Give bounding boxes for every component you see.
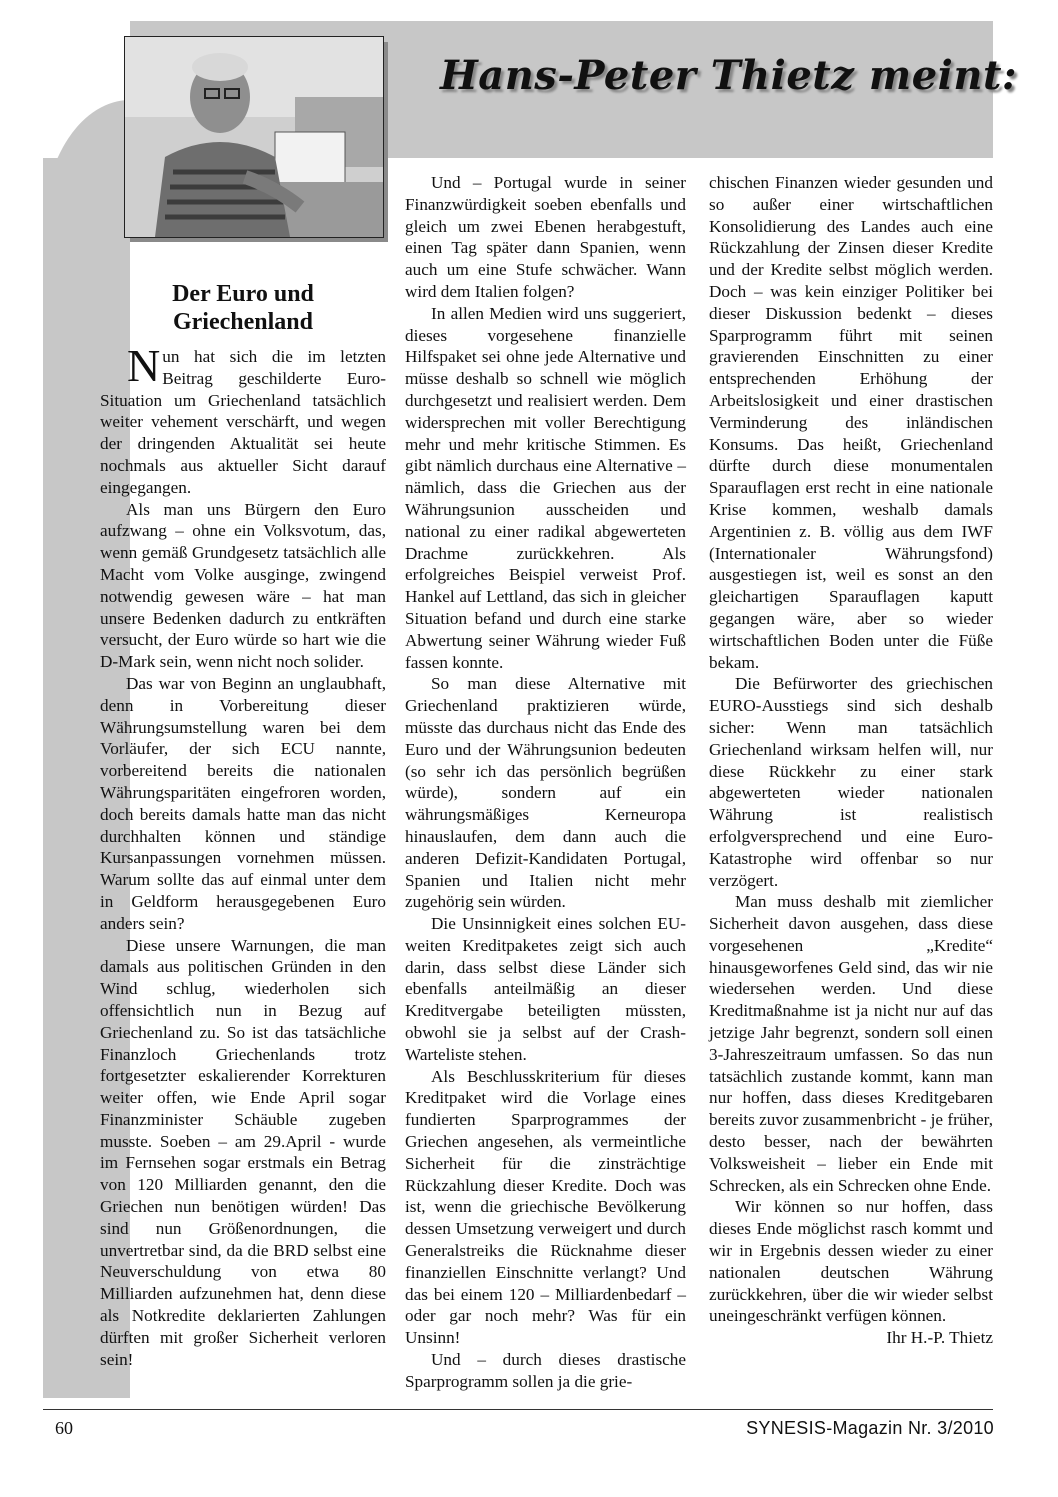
article-column-1 <box>100 280 386 1370</box>
paragraph: In allen Medien wird uns suggeriert, dieses vorgesehene finanzielle Hilfspaket sei ohne jede Alternative und müsse deshalb so schnell wie möglich durchgesetzt und realisiert werden. Dem widersprechen mit voller Berechtigung mehr und mehr kritische Stimmen. Es gibt nämlich durchaus eine Alternative – nämlich, dass die Griechen aus der Währungsunion ausscheiden und national zu einer radikal abgewerteten Drachme zurückkehren. Als erfolgreiches Beispiel verweist Prof. Hankel auf Lettland, das sich in gleicher Situation befand und durch eine starke Abwertung seiner Währung wieder Fuß fassen konnte. <box>405 303 686 672</box>
paragraph-text: un hat sich die im letzten Beitrag geschilderte Euro-Situation um Griechenland tatsächlich weiter vehement verschärft, und wegen der dringenden Aktualität sei heute nochmals aus aktueller Sicht darauf eingegangen. <box>100 347 386 497</box>
magazine-name: SYNESIS-Magazin Nr. 3/2010 <box>746 1418 994 1438</box>
paragraph: Das war von Beginn an unglaubhaft, denn in Vorbereitung dieser Währungsumstellung waren bei dem Vorläufer, der sich ECU nannte, vorbereitend bereits die nationalen Währungsparitäten eingefroren worden, doch bereits damals hatte man das nicht durchhalten können und ständige Kursanpassungen vornehmen müssen. Warum sollte das auf einmal unter dem in Geldform herausgegebenen Euro anders sein? <box>100 673 386 933</box>
author-signature: Ihr H.-P. Thietz <box>886 1328 993 1348</box>
page-number: 60 <box>55 1418 73 1438</box>
paragraph: So man diese Alternative mit Griechenland praktizieren würde, müsste das durchaus nicht das Ende des Euro und der Währungsunion bedeuten (so sehr ich das persönlich begrüßen würde), sondern auf ein währungsmäßiges Kerneuropa hinauslaufen, dem dann auch die anderen Defizit-Kandidaten Portugal, Spanien und Italien nicht mehr zugehörig sein würden. <box>405 674 686 912</box>
paragraph: Die Unsinnigkeit eines solchen EU-weiten Kreditpaketes zeigt sich auch darin, dass selbst diese Länder sich ebenfalls anteilmäßig an dieser Kreditvergabe beteiligten müssten, obwohl sie ja selbst auf der Crash-Warteliste stehen. <box>405 914 686 1064</box>
paragraph: Als man uns Bürgern den Euro aufzwang – ohne ein Volksvotum, das, wenn gemäß Grundgesetz tatsächlich alle Macht vom Volke ausginge, zwingend notwendig gewesen wäre – hat man unsere Bedenken dadurch zu entkräften versucht, der Euro würde so hart wie die D-Mark sein, wenn nicht noch solider. <box>100 499 386 672</box>
paragraph: chischen Finanzen wieder gesunden und so außer einer wirtschaftlichen Konsolidierung des Landes auch eine Rückzahlung der Zinsen dieser Kredite und der Kredite selbst möglich werden. Doch – was kein einziger Politiker bei dieser Diskussion bedenkt – dieses Sparprogramm führt mit seinen gravierenden Einschnitten zu einer entsprechenden Erhöhung der Arbeitslosigkeit und einer drastischen Verminderung des inländischen Konsums. Das heißt, Griechenland dürfte durch diese monumentalen Sparauflagen erst recht in eine nationale Krise kommen, weshalb damals Argentinien z. B. völlig aus dem IWF (Internationaler Währungsfond) ausgestiegen ist, weil es sonst an den gleichartigen Sparauflagen kaputt gegangen wäre, aber so wieder wirtschaftlichen Boden unter die Füße bekam. <box>709 173 993 672</box>
article-title-line-2: Griechenland <box>172 309 313 335</box>
author-photo-illustration <box>125 37 383 237</box>
paragraph: Und – Portugal wurde in seiner Finanzwürdigkeit soeben ebenfalls und gleich um zwei Ebenen herabgestuft, einen Tag später dann Spanien, wenn auch um eine Stufe schwächer. Wann wird dem Italien folgen? <box>405 173 686 301</box>
paragraph: Als Beschlusskriterium für dieses Kreditpaket wird die Vorlage eines fundierten Sparprogrammes der Griechen angesehen, als vermeintliche Sicherheit für die zinsträchtige Rückzahlung dieser Kredite. Doch was ist, wenn die griechische Bevölkerung dessen Umsetzung verweigert und durch Generalstreiks die Rücknahme dieser finanziellen Einschnitte verlangt? Und das bei einem 120 – Milliardenbedarf – oder gar noch mehr? Was für ein Unsinn! <box>405 1066 686 1348</box>
article-title <box>100 280 386 336</box>
author-photo <box>124 36 384 238</box>
paragraph: Diese unsere Warnungen, die man damals aus politischen Gründen in den Wind schlug, wiederholen sich offensichtlich nun in Bezug auf Griechenland zu. So ist das tatsächliche Finanzloch Griechenlands trotz fortgesetzter eskalierender Korrekturen weiter offen, wie Ende April sogar Finanzminister Schäuble zugeben musste. Soeben – am 29.April - wurde im Fernsehen sogar erstmals ein Betrag von 120 Milliarden genannt, den die Griechen nun benötigen würden! Das sind nun Größenordnungen, die unvertretbar sind, da die BRD selbst eine Neuverschuldung von etwa 80 Milliarden aufzunehmen hat, denn diese als Notkredite deklarierten Zahlungen dürften mit großer Sicherheit verloren sein! <box>100 935 386 1369</box>
article-title-line-1: Der Euro und <box>172 281 314 307</box>
paragraph: Man muss deshalb mit ziemlicher Sicherheit davon ausgehen, dass diese vorgesehenen „Kredite“ hinausgeworfenes Geld sind, das wir nie wiedersehen werden. Und diese Kreditmaßnahme ist ja nicht nur auf das jetzige Jahr begrenzt, sondern soll einen 3-Jahreszeitraum umfassen. So das nun tatsächlich zustande kommt, kann man nur hoffen, dass dieses Kreditgebaren bereits zuvor zusammenbricht - je früher, desto besser, nach der bewährten Volksweisheit – lieber ein Ende mit Schrecken, als ein Schrecken ohne Ende. <box>709 892 993 1195</box>
article-column-3 <box>709 172 993 1349</box>
paragraph: Wir können so nur hoffen, dass dieses Ende möglichst rasch kommt und wir in Ergebnis dessen wieder zu einer nationalen deutschen Währung zurückkehren, über die wir wieder selbst uneingeschränkt verfügen können. <box>709 1197 993 1326</box>
paragraph: Die Befürworter des griechischen EURO-Ausstiegs sind sich deshalb sicher: Wenn man tatsächlich Griechenland wirksam helfen will, nur diese Rückkehr zu einer stark abgewerteten wieder nationalen Währung ist realistisch erfolgversprechend und eine Euro-Katastrophe wird offenbar so nur verzögert. <box>709 674 993 890</box>
paragraph <box>100 340 386 499</box>
paragraph: Und – durch dieses drastische Sparprogramm sollen ja die grie- <box>405 1350 686 1391</box>
drop-cap: N <box>127 340 161 391</box>
article-column-2 <box>405 172 686 1393</box>
column-heading: Hans-Peter Thietz meint: <box>440 52 1018 99</box>
footer-rule <box>43 1409 993 1410</box>
